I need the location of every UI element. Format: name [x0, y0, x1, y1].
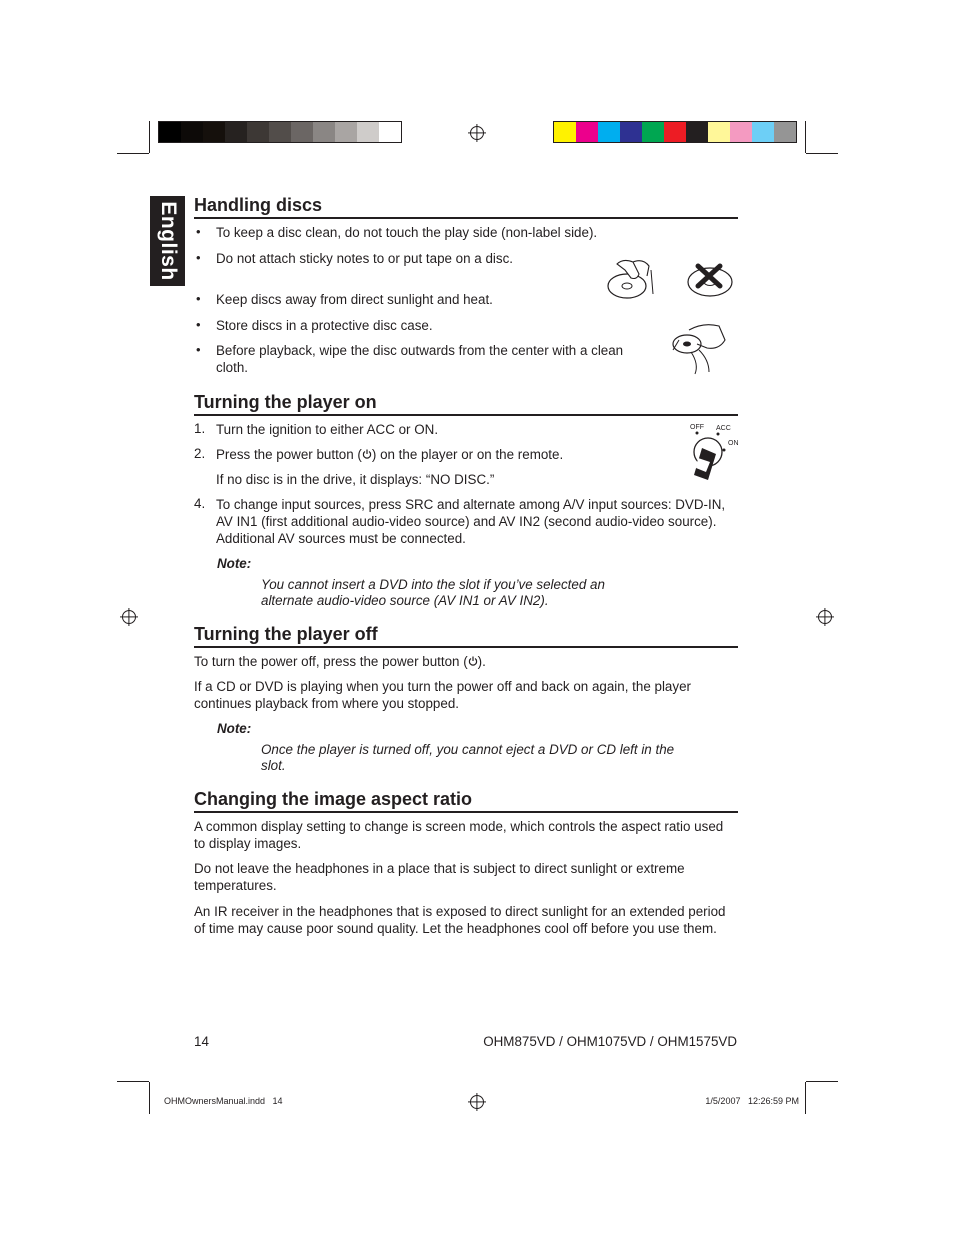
color-swatch [335, 122, 357, 142]
color-swatch [291, 122, 313, 142]
handling-bullet-1: To keep a disc clean, do not touch the play side (non-label side). [216, 225, 598, 240]
print-timestamp: 1/5/2007 12:26:59 PM [705, 1096, 799, 1106]
no-disc-message: If no disc is in the drive, it displays: “NO DISC.” [216, 472, 495, 487]
color-swatch [225, 122, 247, 142]
color-swatch [620, 122, 642, 142]
model-numbers: OHM875VD / OHM1075VD / OHM1575VD [483, 1034, 737, 1049]
section-title-aspect-ratio: Changing the image aspect ratio [194, 788, 738, 813]
step-number: 1. [194, 421, 206, 436]
turn-on-step-2 [216, 446, 656, 463]
turn-off-para-1-end: ). [477, 654, 486, 669]
file-slug: OHMOwnersManual.indd 14 [164, 1096, 283, 1106]
color-swatch [313, 122, 335, 142]
color-swatch [554, 122, 576, 142]
crop-mark [117, 153, 149, 154]
color-swatch [203, 122, 225, 142]
language-tab-label: English [156, 201, 180, 281]
aspect-para-1: A common display setting to change is screen mode, which controls the aspect ratio used to display images. [194, 819, 724, 851]
crop-mark [805, 1082, 806, 1114]
power-icon [362, 449, 372, 460]
note-label: Note: [217, 556, 252, 571]
bullet-icon: • [196, 250, 201, 265]
step-number: 4. [194, 496, 206, 511]
disc-tape-warning-icon [686, 260, 736, 300]
color-swatch [159, 122, 181, 142]
handling-bullet-5: Before playback, wipe the disc outwards from the center with a clean cloth. [216, 343, 624, 375]
turn-off-note: Once the player is turned off, you cannot eject a DVD or CD left in the slot. [261, 742, 675, 773]
registration-mark-icon [122, 610, 136, 624]
crop-mark [149, 121, 150, 153]
turn-on-note: You cannot insert a DVD into the slot if you’ve selected an alternate audio-video source (AV IN1 or AV IN2). [261, 577, 605, 608]
disc-wipe-illustration-icon [669, 320, 729, 376]
bullet-icon: • [196, 317, 201, 332]
ignition-label-off: OFF [690, 424, 704, 431]
color-swatch [247, 122, 269, 142]
ignition-label-on: ON [728, 440, 739, 447]
aspect-para-2: Do not leave the headphones in a place that is subject to direct sunlight or extreme temperatures. [194, 861, 685, 893]
grayscale-color-bar [158, 121, 402, 143]
registration-mark-icon [818, 610, 832, 624]
disc-hold-illustration-icon [603, 256, 661, 302]
handling-bullet-2: Do not attach sticky notes to or put tape on a disc. [216, 251, 513, 266]
color-swatch [730, 122, 752, 142]
language-tab [150, 196, 185, 286]
page-number: 14 [194, 1034, 209, 1049]
color-swatch [664, 122, 686, 142]
turn-on-step-1: Turn the ignition to either ACC or ON. [216, 422, 439, 437]
turn-off-para-2: If a CD or DVD is playing when you turn the power off and back on again, the player continues playback from where you stopped. [194, 679, 691, 711]
note-label: Note: [217, 721, 252, 736]
bullet-icon: • [196, 224, 201, 239]
color-swatch [357, 122, 379, 142]
bullet-icon: • [196, 342, 201, 357]
bullet-icon: • [196, 291, 201, 306]
color-swatch [642, 122, 664, 142]
section-title-turning-off: Turning the player off [194, 623, 738, 648]
turn-on-step-2-end: ) on the player or on the remote. [371, 447, 564, 462]
crop-mark [805, 121, 806, 153]
crop-mark [806, 153, 838, 154]
color-swatch [708, 122, 730, 142]
handling-bullet-3: Keep discs away from direct sunlight and heat. [216, 292, 493, 307]
turn-on-step-4: To change input sources, press SRC and alternate among A/V input sources: DVD-IN, AV IN1 (first additional audio-video source) and AV IN2 (second audio-video source). Additional AV sources must be connected. [216, 497, 726, 546]
turn-off-para-1 [194, 653, 738, 670]
color-swatch [379, 122, 401, 142]
crop-mark [117, 1081, 149, 1082]
turn-off-para-1-start: To turn the power off, press the power button ( [194, 654, 468, 669]
color-swatch [752, 122, 774, 142]
ignition-key-illustration-icon [684, 420, 742, 482]
registration-mark-icon [470, 126, 484, 140]
color-swatch [686, 122, 708, 142]
registration-mark-icon [470, 1095, 484, 1109]
color-swatch [598, 122, 620, 142]
step-number: 2. [194, 446, 206, 461]
aspect-para-3: An IR receiver in the headphones that is exposed to direct sunlight for an extended period of time may cause poor sound quality. Let the headphones cool off before you use them. [194, 904, 726, 936]
ignition-label-acc: ACC [716, 425, 731, 432]
color-swatch [576, 122, 598, 142]
crop-mark [149, 1082, 150, 1114]
color-swatch [774, 122, 796, 142]
process-color-bar [553, 121, 797, 143]
handling-bullet-4: Store discs in a protective disc case. [216, 318, 433, 333]
turn-on-step-2-start: Press the power button ( [216, 447, 362, 462]
section-title-turning-on: Turning the player on [194, 391, 738, 416]
crop-mark [806, 1081, 838, 1082]
power-icon [468, 656, 478, 667]
section-title-handling-discs: Handling discs [194, 194, 738, 219]
color-swatch [181, 122, 203, 142]
color-swatch [269, 122, 291, 142]
